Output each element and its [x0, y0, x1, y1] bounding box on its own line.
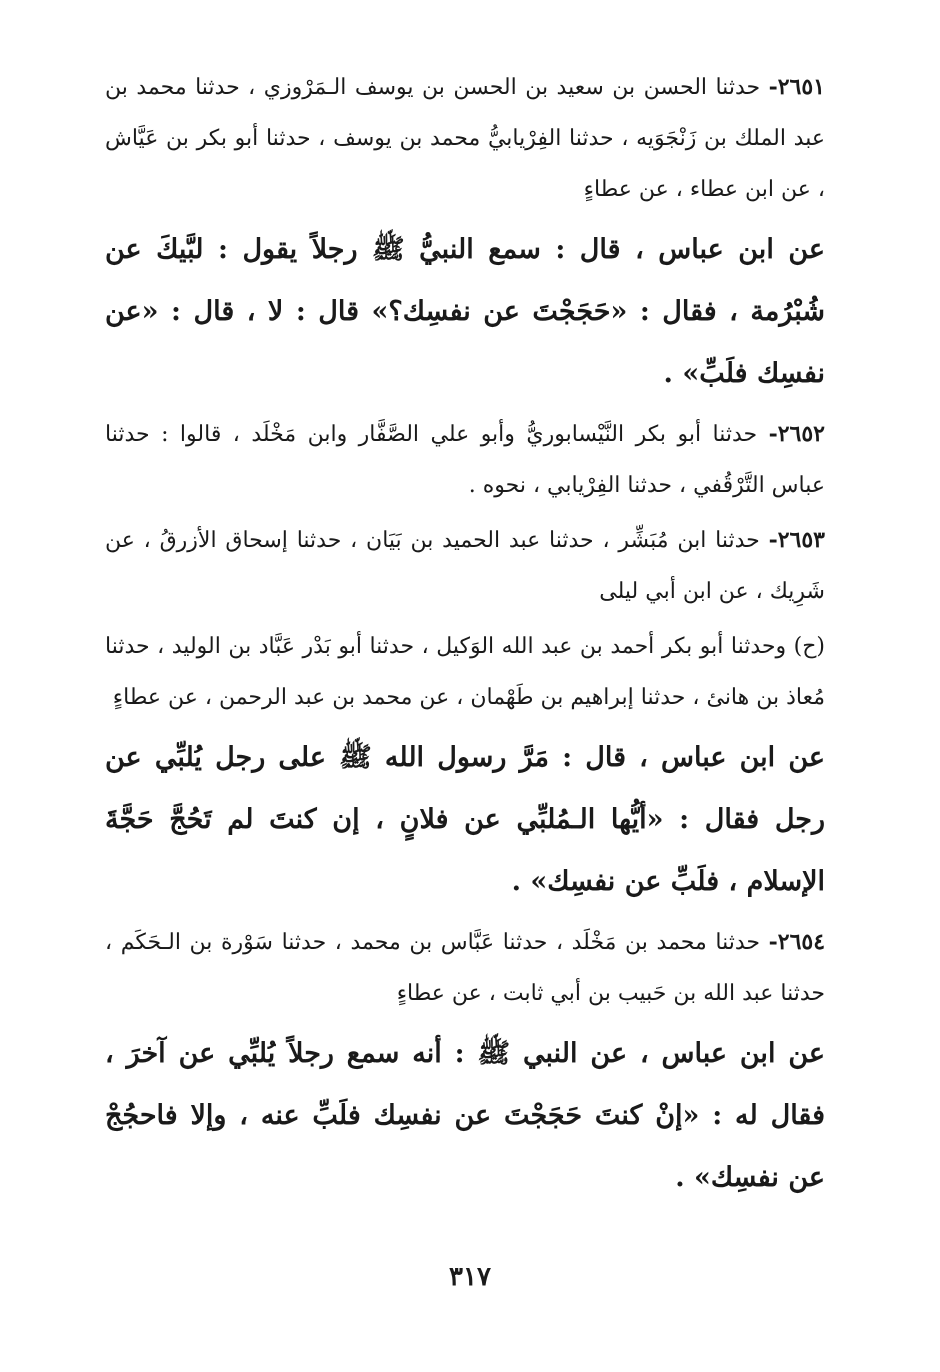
hadith-2653-number: ٢٦٥٣- — [768, 527, 825, 553]
hadith-2652-isnad-text: حدثنا أبو بكر النَّيْسابوريُّ وأبو علي الصَّفَّار وابن مَخْلَد ، قالوا : حدثنا عباس التَّرْقُفي ، حدثنا الفِرْيابي ، نحوه . — [105, 422, 825, 498]
hadith-2653-isnad-second-chain: (ح) وحدثنا أبو بكر أحمد بن عبد الله الوَكيل ، حدثنا أبو بَدْر عَبَّاد بن الوليد ، حدثنا مُعاذ بن هانئ ، حدثنا إبراهيم بن طَهْمان ، عن محمد بن عبد الرحمن ، عن عطاءٍ — [105, 634, 825, 710]
hadith-2654-isnad — [105, 917, 825, 1019]
hadith-2653-isnad-text: حدثنا ابن مُبَشِّر ، حدثنا عبد الحميد بن بَيَان ، حدثنا إسحاق الأزرقُ ، عن شَرِيك ، عن ابن أبي ليلى — [105, 528, 825, 604]
hadith-2651-isnad — [105, 62, 825, 215]
hadith-2654-number: ٢٦٥٤- — [768, 929, 826, 955]
page-number: ٣١٧ — [449, 1262, 491, 1292]
hadith-2652-number: ٢٦٥٢- — [768, 421, 825, 447]
hadith-2654-matn: عن ابن عباس ، عن النبي ﷺ : أنه سمع رجلاً يُلبِّي عن آخرَ ، فقال له : «إنْ كنتَ حَجَجْتَ عن نفسِك فلَبِّ عنه ، وإلا فاحجُجْ عن نفسِك» . — [105, 1038, 825, 1193]
hadith-2651-number: ٢٦٥١- — [768, 74, 825, 100]
hadith-2653-isnad — [105, 515, 825, 617]
hadith-2653-matn: عن ابن عباس ، قال : مَرَّ رسول الله ﷺ على رجل يُلبِّي عن رجل فقال : «أيُّها الـمُلبِّي عن فلانٍ ، إن كنتَ لم تَحُجَّ حَجَّةَ الإسلام ، فلَبِّ عن نفسِك» . — [105, 742, 825, 897]
hadith-2651-matn: عن ابن عباس ، قال : سمع النبيُّ ﷺ رجلاً يقول : لبَّيكَ عن شُبْرُمة ، فقال : «حَجَجْتَ عن نفسِك؟» قال : لا ، قال : «عن نفسِك فلَبِّ» . — [105, 234, 825, 389]
hadith-2652-isnad — [105, 409, 825, 511]
hadith-2651-isnad-text: حدثنا الحسن بن سعيد بن الحسن بن يوسف الـمَرْوزي ، حدثنا محمد بن عبد الملك بن زَنْجَوَيه ، حدثنا الفِرْيابيُّ محمد بن يوسف ، حدثنا أبو بكر بن عَيَّاش ، عن ابن عطاء ، عن عطاءٍ — [105, 75, 825, 202]
hadith-2654-isnad-text: حدثنا محمد بن مَخْلَد ، حدثنا عَبَّاس بن محمد ، حدثنا سَوْرة بن الـحَكَم ، حدثنا عبد الله بن حَبيب بن أبي ثابت ، عن عطاءٍ — [105, 930, 825, 1006]
page-body — [105, 62, 825, 1213]
